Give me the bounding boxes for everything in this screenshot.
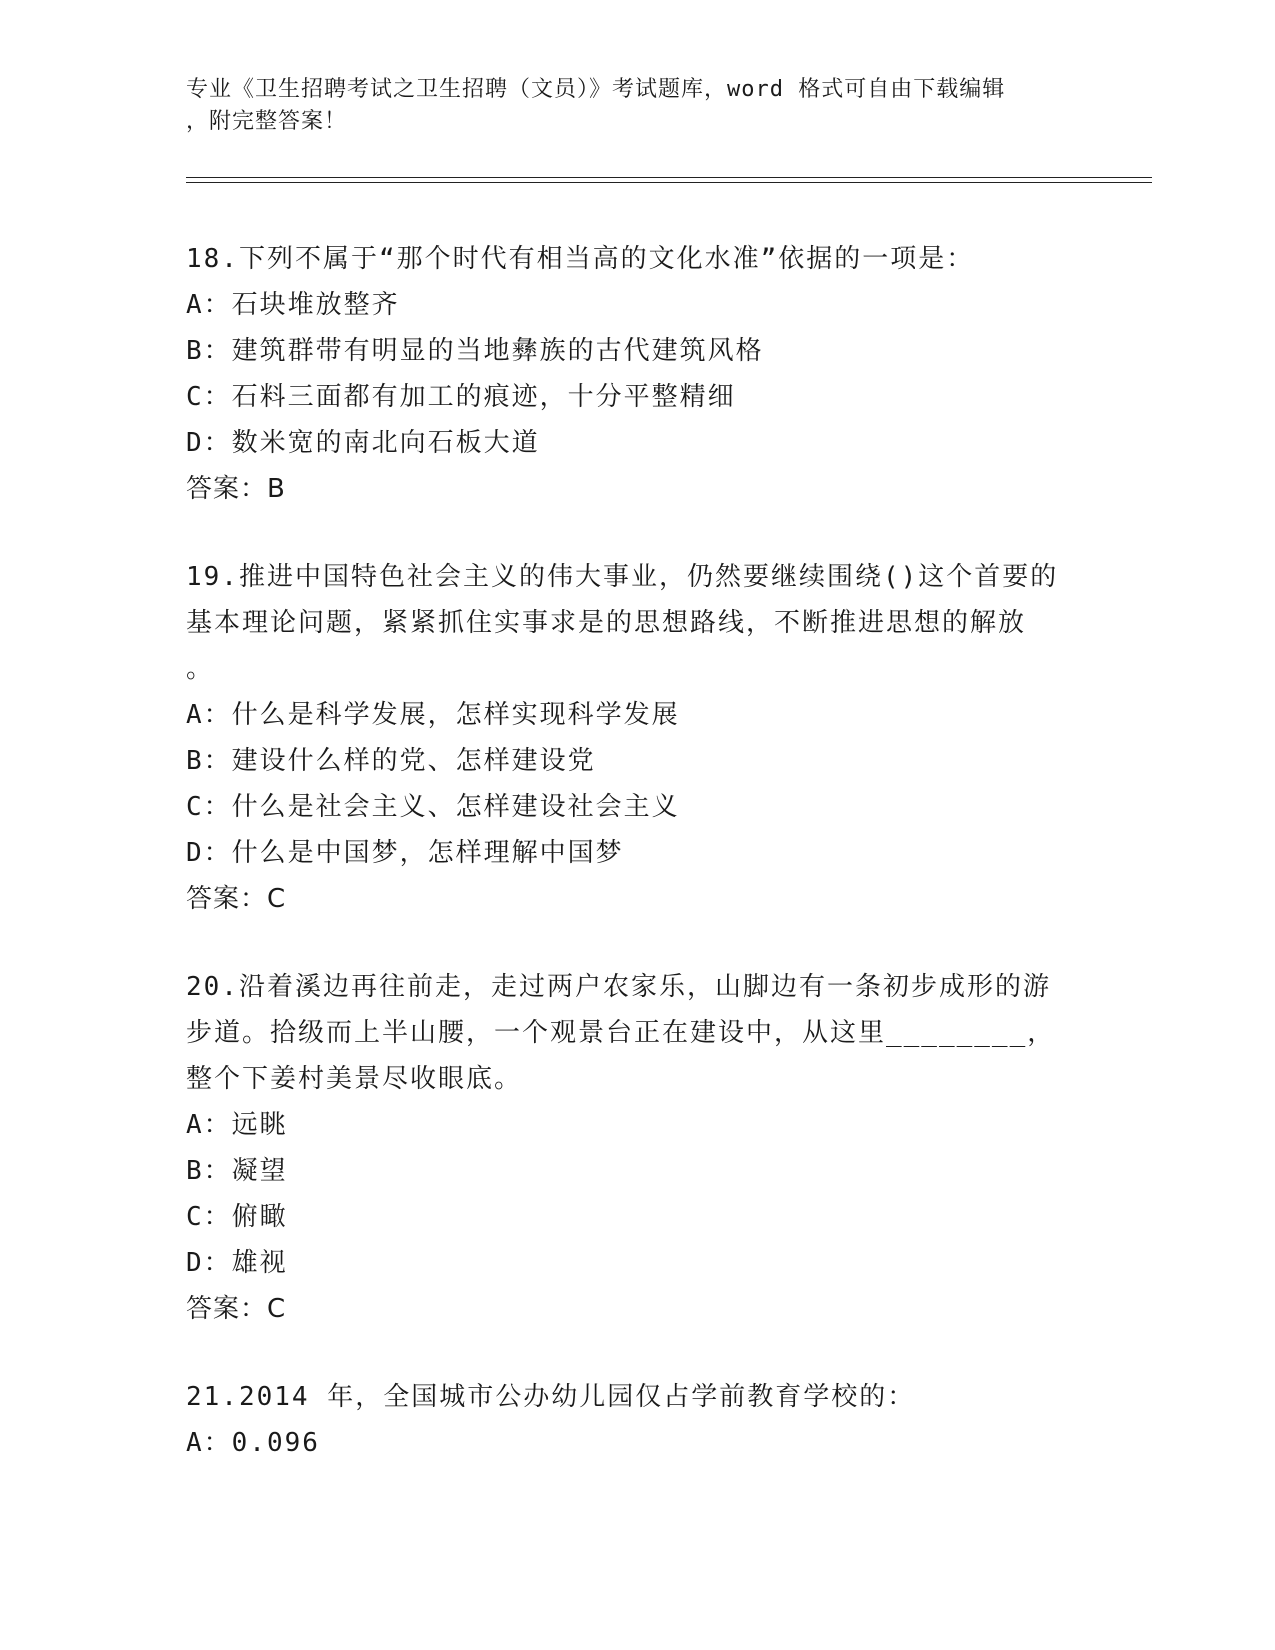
question-stem: 步道。拾级而上半山腰，一个观景台正在建设中，从这里________，	[186, 1018, 1056, 1048]
question-stem: 19.推进中国特色社会主义的伟大事业，仍然要继续围绕()这个首要的	[186, 562, 1059, 592]
question-stem: 20.沿着溪边再往前走，走过两户农家乐，山脚边有一条初步成形的游	[186, 972, 1051, 1002]
option-a: A：远眺	[186, 1110, 288, 1140]
option-b: B：建设什么样的党、怎样建设党	[186, 746, 596, 776]
question-list	[186, 236, 1086, 1508]
question-stem: 21.2014 年，全国城市公办幼儿园仅占学前教育学校的：	[186, 1382, 916, 1412]
answer-line: 答案：B	[186, 474, 286, 504]
header-line-1: 专业《卫生招聘考试之卫生招聘（文员）》考试题库，word 格式可自由下载编辑	[186, 77, 1006, 102]
option-a: A：0.096	[186, 1428, 320, 1458]
header-divider-top	[186, 177, 1152, 178]
question-20	[186, 964, 1086, 1332]
header-divider-bottom	[186, 182, 1152, 183]
option-a: A：什么是科学发展，怎样实现科学发展	[186, 700, 680, 730]
question-stem: 18.下列不属于“那个时代有相当高的文化水准”依据的一项是：	[186, 244, 975, 274]
option-a: A：石块堆放整齐	[186, 290, 400, 320]
option-b: B：建筑群带有明显的当地彝族的古代建筑风格	[186, 336, 764, 366]
header-line-2: ，附完整答案！	[186, 109, 348, 134]
question-stem: 基本理论问题，紧紧抓住实事求是的思想路线，不断推进思想的解放	[186, 608, 1027, 638]
question-19	[186, 554, 1086, 922]
option-b: B：凝望	[186, 1156, 288, 1186]
option-d: D：雄视	[186, 1248, 288, 1278]
question-18	[186, 236, 1086, 512]
answer-line: 答案：C	[186, 884, 287, 914]
option-c: C：俯瞰	[186, 1202, 288, 1232]
document-header	[186, 74, 1066, 138]
answer-line: 答案：C	[186, 1294, 287, 1324]
option-c: C：什么是社会主义、怎样建设社会主义	[186, 792, 680, 822]
option-c: C：石料三面都有加工的痕迹，十分平整精细	[186, 382, 736, 412]
option-d: D：什么是中国梦，怎样理解中国梦	[186, 838, 624, 868]
question-stem: 整个下姜村美景尽收眼底。	[186, 1064, 523, 1094]
question-21	[186, 1374, 1086, 1466]
option-d: D：数米宽的南北向石板大道	[186, 428, 540, 458]
question-stem: 。	[186, 654, 215, 684]
